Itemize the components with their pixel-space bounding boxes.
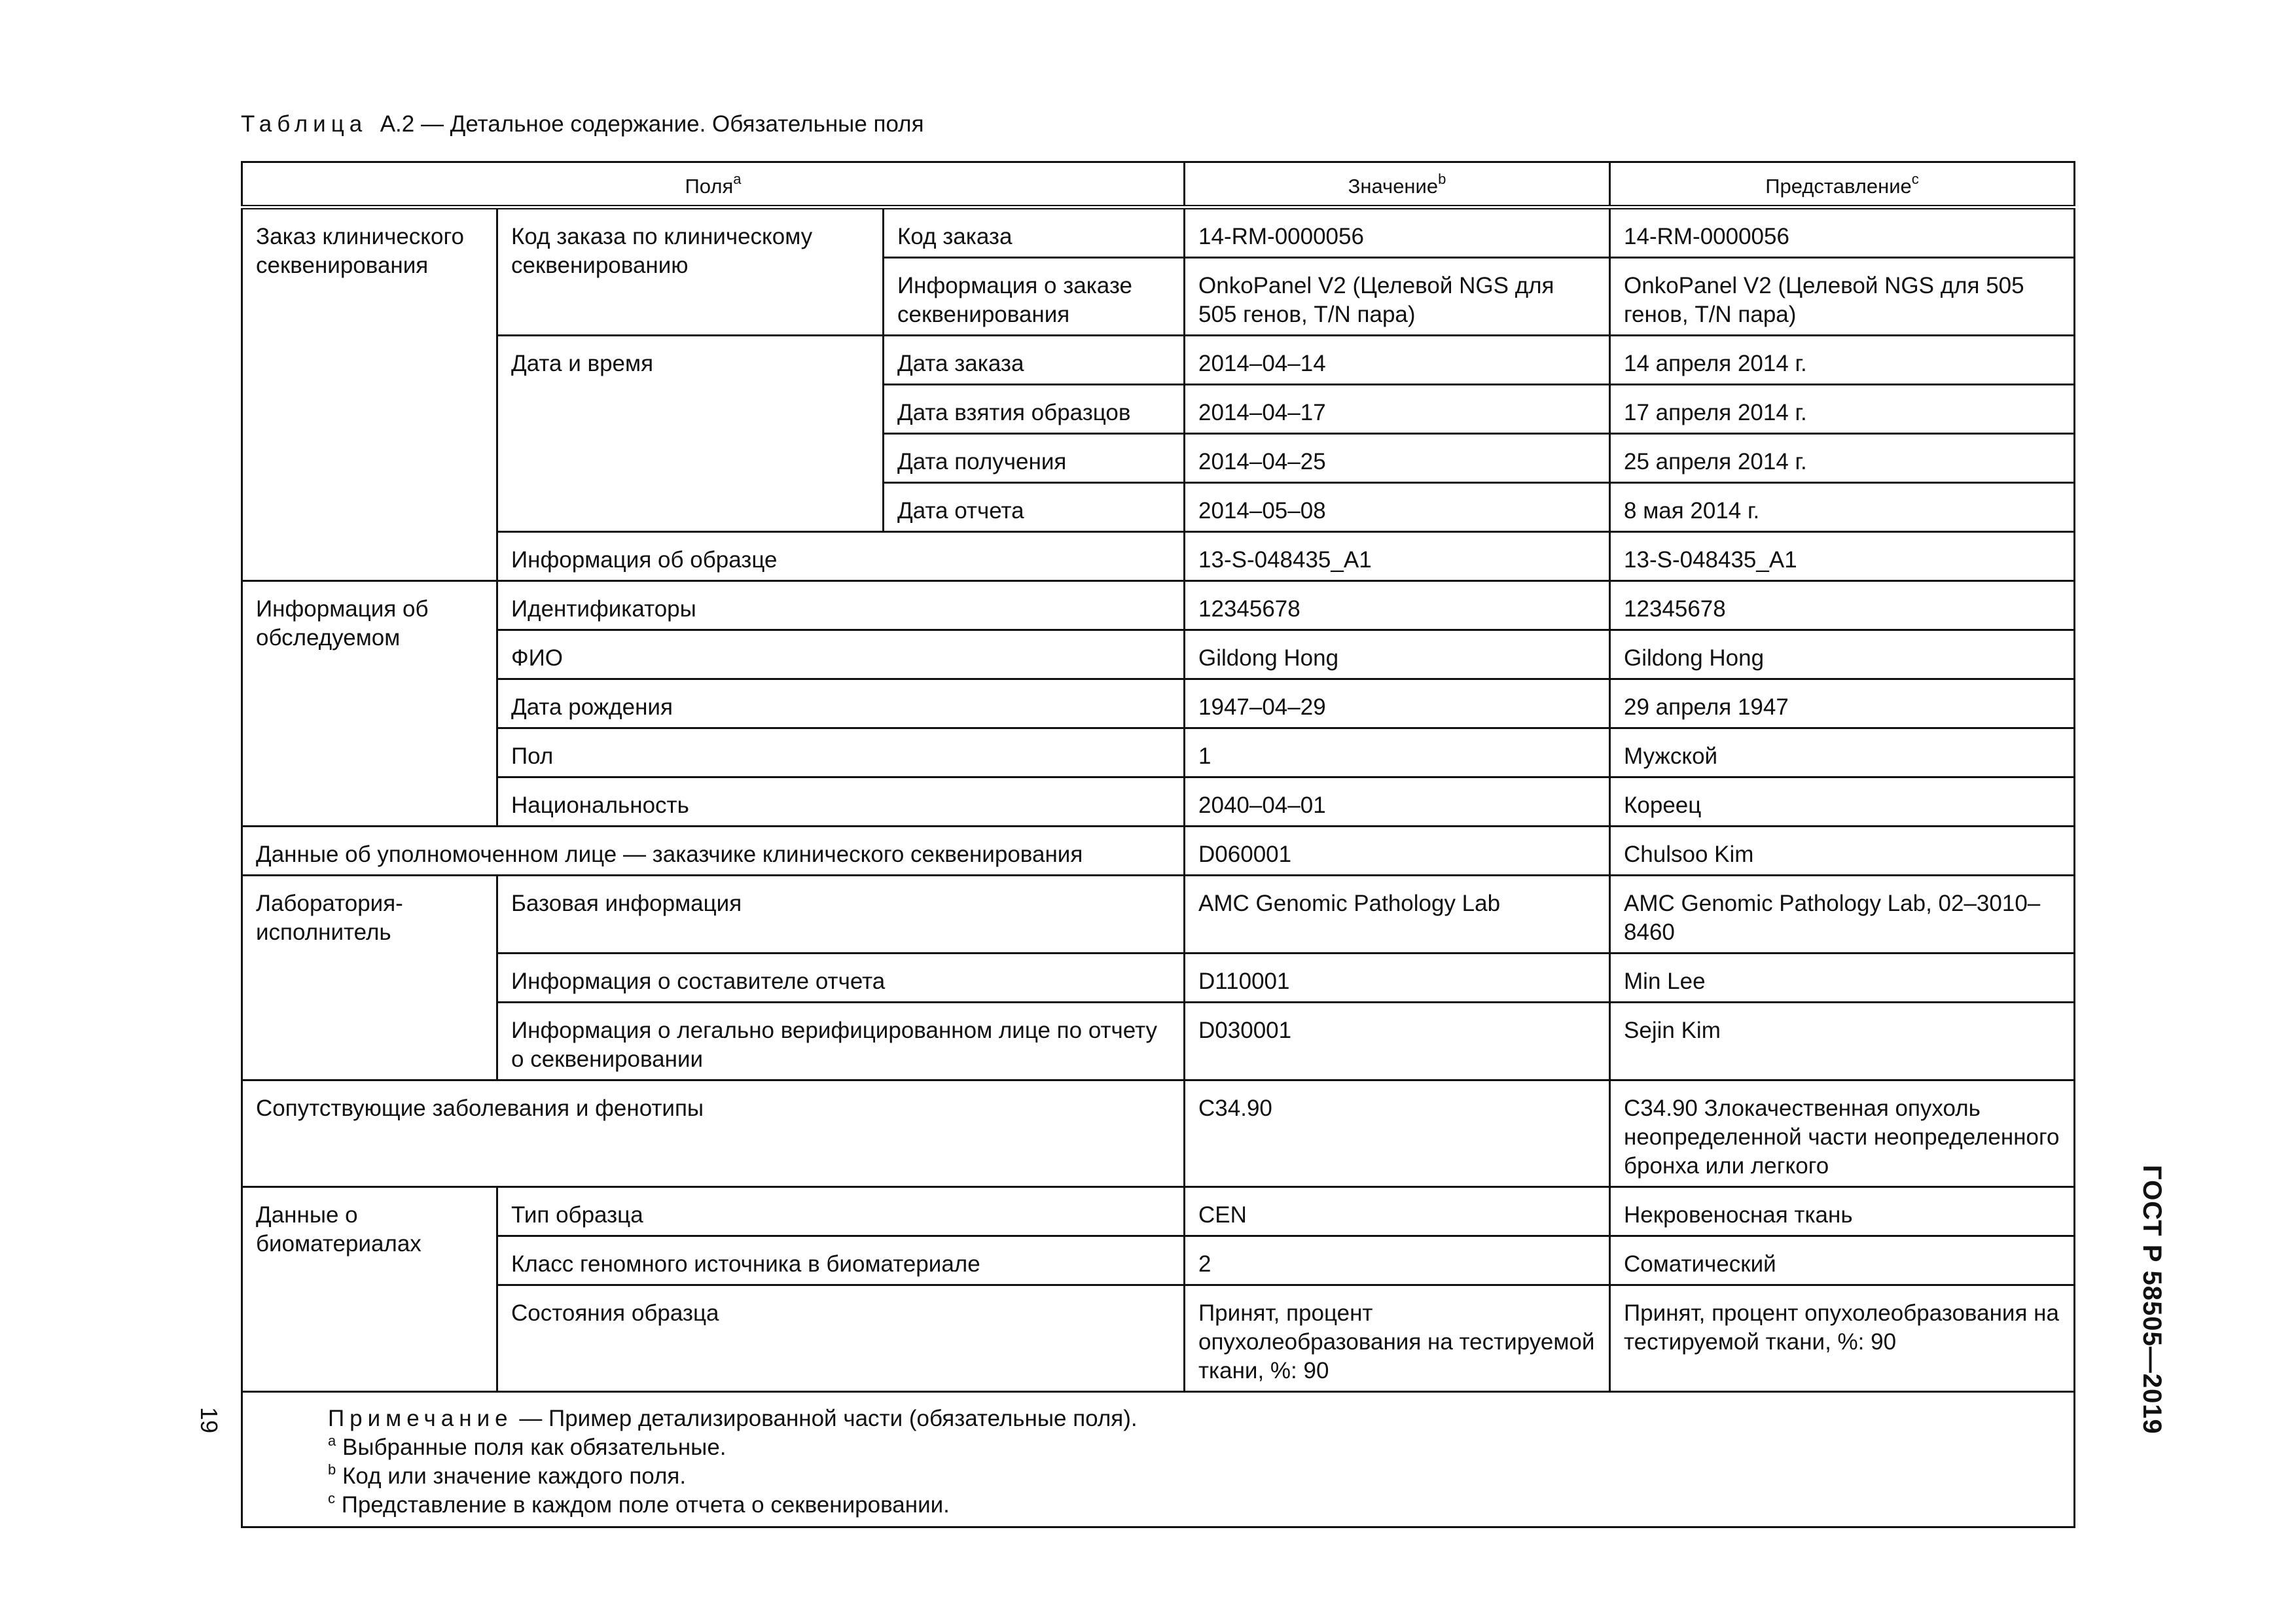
field-representation: AMC Genomic Pathology Lab, 02–3010–8460: [1610, 876, 2075, 954]
field-value: 13-S-048435_A1: [1185, 532, 1610, 581]
field-name: Информация об образце: [497, 532, 1185, 581]
field-value: 2: [1185, 1236, 1610, 1285]
field-representation: 29 апреля 1947: [1610, 679, 2075, 728]
note-main: Примечание — Пример детализированной части (обязательные поля).: [328, 1406, 1138, 1431]
field-representation: 25 апреля 2014 г.: [1610, 434, 2075, 483]
field-name: ФИО: [497, 630, 1185, 679]
field-representation: 14 апреля 2014 г.: [1610, 336, 2075, 385]
field-name: Базовая информация: [497, 876, 1185, 954]
field-representation: Соматический: [1610, 1236, 2075, 1285]
caption-text: А.2 — Детальное содержание. Обязательные поля: [380, 111, 924, 137]
group-label: Информация об обследуемом: [242, 581, 497, 827]
field-name: Класс геномного источника в биоматериале: [497, 1236, 1185, 1285]
field-value: OnkoPanel V2 (Целевой NGS для 505 генов, T/N пара): [1185, 258, 1610, 336]
field-representation: Sejin Kim: [1610, 1003, 2075, 1080]
table-row: [242, 1236, 2075, 1285]
table-notes: [242, 1392, 2075, 1527]
table-row: [242, 532, 2075, 581]
field-name: Состояния образца: [497, 1285, 1185, 1392]
field-name: Информация о легально верифицированном лице по отчету о секвенировании: [497, 1003, 1185, 1080]
table-row: [242, 827, 2075, 876]
mandatory-fields-table: [241, 161, 2075, 1528]
table-row: [242, 1003, 2075, 1080]
notes-row: [242, 1392, 2075, 1527]
header-fields: Поля$^a$: [242, 162, 1185, 207]
field-representation: 17 апреля 2014 г.: [1610, 385, 2075, 434]
field-value: Принят, процент опухолеобразования на тестируемой ткани, %: 90: [1185, 1285, 1610, 1392]
field-name: Дата рождения: [497, 679, 1185, 728]
field-value: 2014–05–08: [1185, 483, 1610, 532]
field-value: CEN: [1185, 1187, 1610, 1236]
subgroup-label: Код заказа по клиническому секвенированию: [497, 207, 884, 336]
table-row: [242, 728, 2075, 777]
field-representation: Min Lee: [1610, 954, 2075, 1003]
table-row: [242, 679, 2075, 728]
field-representation: 8 мая 2014 г.: [1610, 483, 2075, 532]
subgroup-label: Дата и время: [497, 336, 884, 532]
field-representation: 13-S-048435_A1: [1610, 532, 2075, 581]
field-name: Сопутствующие заболевания и фенотипы: [242, 1080, 1185, 1187]
field-name: Дата взятия образцов: [884, 385, 1185, 434]
field-representation: OnkoPanel V2 (Целевой NGS для 505 генов, T/N пара): [1610, 258, 2075, 336]
table-row: [242, 777, 2075, 827]
field-representation: Мужской: [1610, 728, 2075, 777]
footnote-a: $^a$ Выбранные поля как обязательные.: [328, 1433, 726, 1460]
table-row: [242, 1285, 2075, 1392]
table-row: [242, 954, 2075, 1003]
field-name: Данные об уполномоченном лице — заказчике клинического секвенирования: [242, 827, 1185, 876]
field-representation: Gildong Hong: [1610, 630, 2075, 679]
field-representation: Кореец: [1610, 777, 2075, 827]
field-name: Национальность: [497, 777, 1185, 827]
field-representation: Принят, процент опухолеобразования на тестируемой ткани, %: 90: [1610, 1285, 2075, 1392]
field-representation: 14-RM-0000056: [1610, 207, 2075, 258]
header-row: [242, 162, 2075, 207]
footnote-c: $^c$ Представление в каждом поле отчета о секвенировании.: [328, 1490, 950, 1518]
field-name: Идентификаторы: [497, 581, 1185, 630]
header-representation: Представление$^c$: [1610, 162, 2075, 207]
field-value: Gildong Hong: [1185, 630, 1610, 679]
field-name: Информация о заказе секвенирования: [884, 258, 1185, 336]
field-value: D030001: [1185, 1003, 1610, 1080]
field-name: Тип образца: [497, 1187, 1185, 1236]
table-row: [242, 207, 2075, 258]
field-value: D060001: [1185, 827, 1610, 876]
field-representation: 12345678: [1610, 581, 2075, 630]
caption-label: Таблица: [241, 111, 368, 137]
page-number: 19: [196, 1407, 223, 1434]
table-row: [242, 581, 2075, 630]
field-value: 1947–04–29: [1185, 679, 1610, 728]
field-value: AMC Genomic Pathology Lab: [1185, 876, 1610, 954]
header-value: Значение$^b$: [1185, 162, 1610, 207]
table-row: [242, 630, 2075, 679]
field-value: 2014–04–14: [1185, 336, 1610, 385]
field-name: Дата отчета: [884, 483, 1185, 532]
field-representation: C34.90 Злокачественная опухоль неопределенной части неопределенного бронха или легкого: [1610, 1080, 2075, 1187]
field-value: C34.90: [1185, 1080, 1610, 1187]
group-label: Заказ клинического секвенирования: [242, 207, 497, 581]
field-value: 12345678: [1185, 581, 1610, 630]
field-representation: Некровеносная ткань: [1610, 1187, 2075, 1236]
field-value: 2040–04–01: [1185, 777, 1610, 827]
table-row: [242, 1080, 2075, 1187]
field-name: Дата заказа: [884, 336, 1185, 385]
field-value: 1: [1185, 728, 1610, 777]
standard-designation: ГОСТ Р 58505—2019: [2138, 1165, 2166, 1435]
field-value: D110001: [1185, 954, 1610, 1003]
group-label: Данные о биоматериалах: [242, 1187, 497, 1392]
field-name: Дата получения: [884, 434, 1185, 483]
table-row: [242, 876, 2075, 954]
field-name: Информация о составителе отчета: [497, 954, 1185, 1003]
table-row: [242, 1187, 2075, 1236]
table-row: [242, 336, 2075, 385]
group-label: Лаборатория-исполнитель: [242, 876, 497, 1080]
field-representation: Chulsoo Kim: [1610, 827, 2075, 876]
table-caption: [241, 110, 924, 139]
field-value: 14-RM-0000056: [1185, 207, 1610, 258]
field-value: 2014–04–25: [1185, 434, 1610, 483]
field-value: 2014–04–17: [1185, 385, 1610, 434]
field-name: Код заказа: [884, 207, 1185, 258]
field-name: Пол: [497, 728, 1185, 777]
footnote-b: $^b$ Код или значение каждого поля.: [328, 1461, 687, 1489]
